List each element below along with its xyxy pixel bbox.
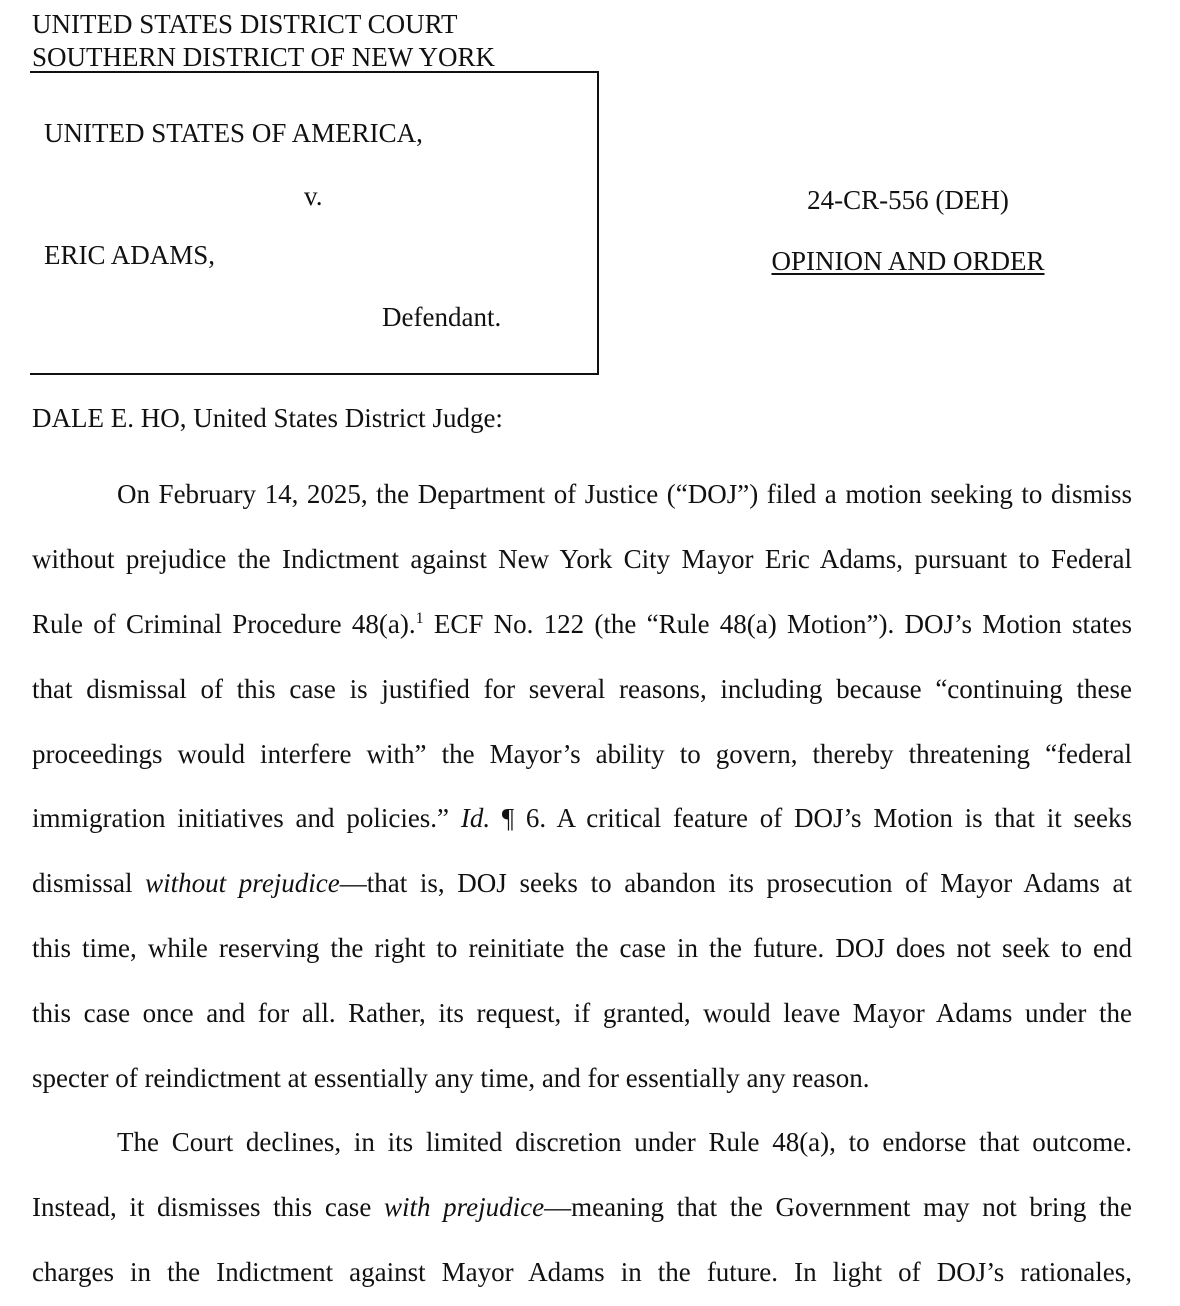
id-citation: Id. <box>460 803 491 833</box>
court-district: SOUTHERN DISTRICT OF NEW YORK <box>32 42 496 72</box>
judge-line: DALE E. HO, United States District Judge: <box>32 403 503 433</box>
paragraph-1-line-8: this time, while reserving the right to reinitiate the case in the future. DOJ does not seek to end <box>32 933 1132 963</box>
line-6-end: ¶ 6. A critical feature of DOJ’s Motion is that it seeks <box>490 803 1132 833</box>
paragraph-1-line-2: without prejudice the Indictment against New York City Mayor Eric Adams, pursuant to Federal <box>32 544 1132 574</box>
line-3-start: Rule of Criminal Procedure 48(a). <box>32 609 416 639</box>
emphasis-with-prejudice: with prejudice <box>383 1192 545 1222</box>
paragraph-2-line-2 <box>32 1191 1132 1223</box>
caption-defendant-name: ERIC ADAMS, <box>44 240 216 270</box>
paragraph-1-line-7 <box>32 867 1132 899</box>
line-3-end: ECF No. 122 (the “Rule 48(a) Motion”). DOJ’s Motion states <box>423 609 1132 639</box>
paragraph-1-line-4: that dismissal of this case is justified for several reasons, including because “continuing these <box>32 674 1132 704</box>
footnote-marker[interactable]: 1 <box>415 610 424 627</box>
case-caption-box <box>30 71 599 375</box>
paragraph-1-line-10: specter of reindictment at essentially any time, and for essentially any reason. <box>32 1063 870 1093</box>
line-7-end: —that is, DOJ seeks to abandon its prosecution of Mayor Adams at <box>339 868 1132 898</box>
court-name: UNITED STATES DISTRICT COURT <box>32 9 458 39</box>
paragraph-2-line-1: The Court declines, in its limited discretion under Rule 48(a), to endorse that outcome. <box>117 1127 1132 1157</box>
paragraph-1-line-3 <box>32 608 1132 640</box>
document-title: OPINION AND ORDER <box>771 246 1045 276</box>
caption-versus: v. <box>304 181 323 211</box>
emphasis-without-prejudice: without prejudice <box>145 868 340 898</box>
caption-defendant-role: Defendant. <box>382 302 502 332</box>
paragraph-1-line-5: proceedings would interfere with” the Mayor’s ability to govern, thereby threatening “federal <box>32 739 1132 769</box>
paragraph-1-line-1: On February 14, 2025, the Department of Justice (“DOJ”) filed a motion seeking to dismiss <box>117 479 1132 509</box>
paragraph-1-line-6 <box>32 802 1132 834</box>
document-title-wrapper <box>680 245 1136 277</box>
p2-line-2-start: Instead, it dismisses this case <box>32 1192 384 1222</box>
case-number: 24-CR-556 (DEH) <box>807 185 1009 215</box>
p2-line-2-end: —meaning that the Government may not bring the <box>544 1192 1132 1222</box>
paragraph-2-line-3: charges in the Indictment against Mayor Adams in the future. In light of DOJ’s rationales, <box>32 1257 1132 1287</box>
caption-plaintiff: UNITED STATES OF AMERICA, <box>44 118 423 148</box>
line-7-start: dismissal <box>32 868 146 898</box>
line-6-start: immigration initiatives and policies.” <box>32 803 461 833</box>
paragraph-1-line-9: this case once and for all. Rather, its request, if granted, would leave Mayor Adams under the <box>32 998 1132 1028</box>
